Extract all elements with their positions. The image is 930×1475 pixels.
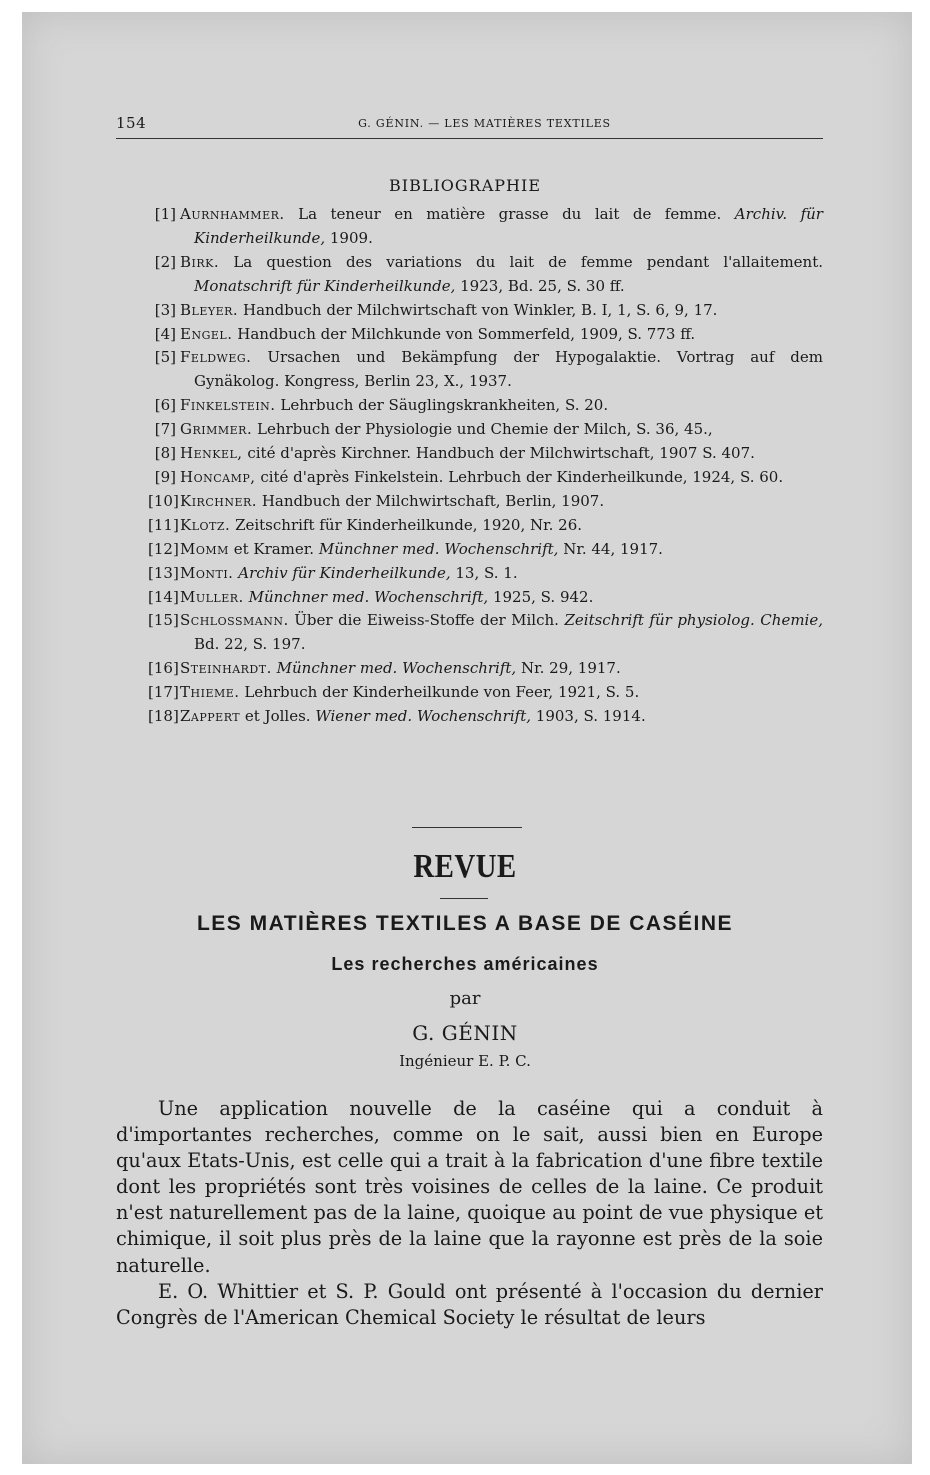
entry-text: Lehrbuch der Kinderheilkunde von Feer, 1921, S. 5. [244,683,640,702]
entry-details: Nr. 44, 1917. [563,539,663,558]
entry-number: [16] [148,659,179,678]
bibliography-entry [116,705,823,729]
bibliography-entry [116,514,823,538]
bibliography-entry [116,657,823,681]
bibliography-entry [116,251,823,299]
bibliography-entry [116,323,823,347]
body-paragraph: Une application nouvelle de la caséine qui a conduit à d'importantes recherches, comme on le sait, aussi bien en Europe qu'aux Etats-Unis, est celle qui a trait à la fabrication d'une fibre textile dont les propriétés sont très voisines de celles de la laine. Ce produit n'est naturellement pas de la laine, quoique au point de vue physique et chimique, il soit plus près de la laine que la rayonne est près de la soie naturelle. [116,1097,823,1277]
entry-journal: Wiener med. Wochenschrift, [315,707,531,726]
entry-number: [4] [154,324,176,343]
separator-rule [412,827,522,828]
entry-number: [2] [154,252,176,271]
entry-number: [5] [154,348,176,367]
entry-number: [17] [148,683,179,702]
entry-author: Finkelstein. [180,396,276,415]
entry-author: Momm [180,539,229,558]
bibliography-entry [116,203,823,251]
article-title: LES MATIÈRES TEXTILES A BASE DE CASÉINE [196,912,734,935]
entry-number: [8] [154,444,176,463]
entry-text: cité d'après Finkelstein. Lehrbuch der Kinderheilkunde, 1924, S. 60. [260,467,784,486]
entry-text: Über die Eiweiss-Stoffe der Milch. [294,611,559,630]
author-affiliation: Ingénieur E. P. C. [399,1052,531,1070]
entry-author: Henkel, [180,444,243,463]
entry-number: [10] [148,491,179,510]
bibliography-entry [116,299,823,323]
entry-number: [3] [154,300,176,319]
entry-details: Bd. 22, S. 197. [194,635,306,654]
entry-author: Bleyer. [180,300,239,319]
bibliography-entry [116,346,823,394]
entry-text: La teneur en matière grasse du lait de femme. [298,205,722,223]
entry-author: Aurnhammer. [180,205,285,223]
entry-text: cité d'après Kirchner. Handbuch der Milchwirtschaft, 1907 S. 407. [247,444,755,463]
entry-text: Lehrbuch der Säuglingskrankheiten, S. 20. [280,396,609,415]
bibliography-entry [116,466,823,490]
running-header [116,114,823,139]
entry-author: Muller. [180,587,244,606]
entry-journal: Münchner med. Wochenschrift, [318,539,559,558]
entry-details: 1925, S. 942. [492,587,594,606]
bibliography-entry [116,609,823,657]
entry-author: Steinhardt. [180,659,272,678]
entry-text: Lehrbuch der Physiologie und Chemie der Milch, S. 36, 45., [257,420,713,439]
bibliography-entry [116,490,823,514]
entry-details: 1903, S. 1914. [535,707,646,726]
entry-author: Engel. [180,324,233,343]
entry-journal: Münchner med. Wochenschrift, [248,587,489,606]
entry-author: Klotz. [180,515,231,534]
entry-details: Nr. 29, 1917. [520,659,621,678]
bibliography-title: BIBLIOGRAPHIE [389,176,541,195]
entry-number: [6] [154,396,176,415]
entry-author: Birk. [180,252,220,271]
bibliography-entry [116,681,823,705]
entry-number: [14] [148,587,179,606]
bibliography-entry [116,418,823,442]
entry-author: Feldweg. [180,348,252,367]
entry-journal: Archiv. für Kinderheilkunde, [194,205,823,247]
entry-author: Thieme. [180,683,240,702]
bibliography-entry [116,538,823,562]
bibliography-list [116,203,823,729]
bibliography-entry [116,586,823,610]
article-subtitle: Les recherches américaines [331,954,599,974]
running-title: G. GÉNIN. — LES MATIÈRES TEXTILES [358,117,611,130]
section-heading: REVUE [413,848,517,885]
entry-journal: Monatschrift für Kinderheilkunde, [194,276,456,295]
bibliography-entry [116,394,823,418]
entry-text: Handbuch der Milchwirtschaft, Berlin, 1907. [261,491,605,510]
entry-author: Kirchner. [180,491,258,510]
article-author: G. GÉNIN [412,1021,518,1045]
entry-author: Honcamp, [180,467,256,486]
entry-number: [9] [154,467,176,486]
entry-text: et Jolles. [244,707,311,726]
entry-details: 13, S. 1. [455,563,518,582]
entry-text: La question des variations du lait de femme pendant l'allaitement. [233,252,823,271]
entry-number: [1] [154,205,176,223]
article-body [116,1096,823,1331]
entry-number: [7] [154,420,176,439]
entry-text: Handbuch der Milchwirtschaft von Winkler, B. I, 1, S. 6, 9, 17. [242,300,718,319]
entry-author: Grimmer. [180,420,253,439]
entry-number: [18] [148,707,179,726]
entry-text: et Kramer. [233,539,315,558]
separator-rule-short [440,898,488,899]
page-number: 154 [116,114,147,132]
entry-number: [15] [148,611,179,630]
bibliography-entry [116,442,823,466]
entry-number: [12] [148,539,179,558]
entry-journal: Münchner med. Wochenschrift, [276,659,517,678]
entry-text: Zeitschrift für Kinderheilkunde, 1920, Nr. 26. [235,515,583,534]
entry-journal: Zeitschrift für physiolog. Chemie, [564,611,823,630]
bibliography-entry [116,562,823,586]
byline-par: par [449,988,481,1009]
entry-text: Handbuch der Milchkunde von Sommerfeld, 1909, S. 773 ff. [237,324,696,343]
entry-text: Ursachen und Bekämpfung der Hypogalaktie. Vortrag auf dem Gynäkolog. Kongress, Berlin 23, X., 1937. [194,348,823,391]
entry-details: 1923, Bd. 25, S. 30 ff. [460,276,625,295]
body-paragraph: E. O. Whittier et S. P. Gould ont présenté à l'occasion du dernier Congrès de l'American Chemical Society le résultat de leurs [116,1279,823,1329]
entry-journal: Archiv für Kinderheilkunde, [238,563,451,582]
entry-details: 1909. [329,228,373,247]
entry-author: Monti. [180,563,234,582]
entry-number: [13] [148,563,179,582]
entry-number: [11] [148,515,179,534]
entry-author: Schlossmann. [180,611,289,630]
entry-author: Zappert [180,707,241,726]
